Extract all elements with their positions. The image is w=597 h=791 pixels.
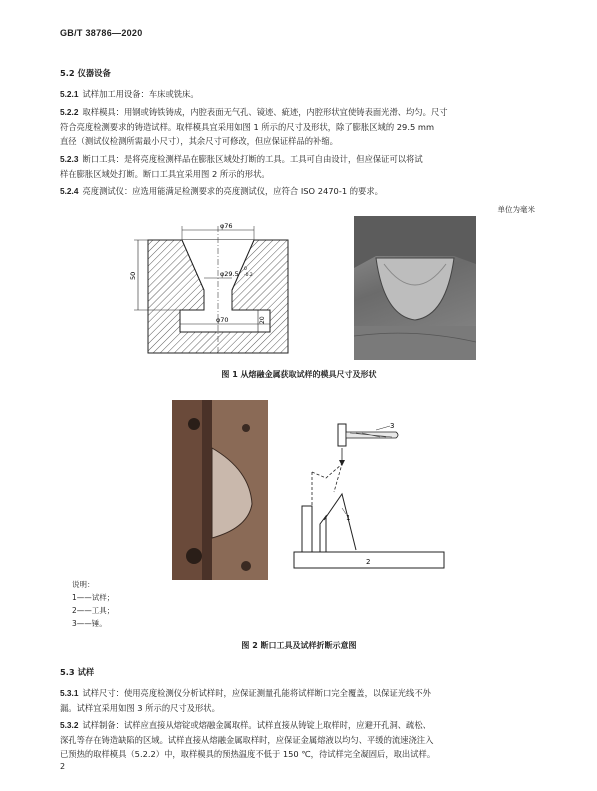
legend-title: 说明： <box>72 580 95 589</box>
mold-drawing <box>118 218 308 363</box>
clause-number: 5.3.1 <box>60 688 79 698</box>
section-5-3-title: 5.3 试样 <box>60 667 95 677</box>
paragraph-5-2-4 <box>60 184 552 199</box>
mold-photo-art <box>354 216 476 360</box>
section-5-2-title: 5.2 仪器设备 <box>60 68 111 78</box>
clause-text: 深孔等存在铸造缺陷的区域。试样直接从熔融金属取样时，应保证金属熔液以均匀、平缓的流速浇注入 <box>60 734 434 745</box>
dim-base-height: 20 <box>259 316 266 324</box>
dim-total-height: 50 <box>129 271 137 280</box>
breaking-tool-photo <box>172 400 268 580</box>
paragraph-5-2-2 <box>60 105 552 149</box>
paragraph-5-3-1 <box>60 686 552 715</box>
clause-number: 5.2.3 <box>60 154 79 164</box>
clause-text: 直径（测试仪检测所需最小尺寸），其余尺寸可修改，但应保证样品的补缩。 <box>60 136 338 146</box>
page-number: 2 <box>60 762 66 771</box>
dim-mid-diameter: φ29.5 <box>220 270 239 278</box>
label-specimen: 1 <box>346 514 351 522</box>
clause-number: 5.2.4 <box>60 186 79 196</box>
label-tool: 2 <box>366 558 371 566</box>
clause-text: 试样加工用设备：车床或铣床。 <box>82 89 199 99</box>
legend-item: 1——试样； <box>72 593 115 602</box>
dim-bottom-diameter: φ70 <box>216 316 229 324</box>
clause-text: 符合亮度检测要求的铸造试样。取样模具宜采用如图 1 所示的尺寸及形状，除了膨胀区域的 29.5 mm <box>60 121 435 132</box>
figure-2-caption: 图 2 断口工具及试样折断示意图 <box>241 641 357 650</box>
clause-text: 断口工具：是将亮度检测样品在膨胀区域处打断的工具。工具可自由设计，但应保证可以将试 <box>82 154 423 164</box>
breaking-tool-photo-art <box>172 400 268 580</box>
dim-mid-tol-lower: -0.2 <box>244 273 253 278</box>
dim-top-diameter: φ76 <box>220 222 233 230</box>
clause-number: 5.2.2 <box>60 107 79 117</box>
clause-text: 已预热的取样模具（5.2.2）中，取样模具的预热温度不低于 150 ℃，待试样完全凝固后，取出试样。 <box>60 749 436 759</box>
clause-text: 取样模具：用钢或铸铁铸成，内腔表面无气孔、镜迹、疵迹，内腔形状宜使铸表面光滑、均匀。尺寸 <box>82 107 448 117</box>
legend-item: 2——工具； <box>72 606 115 615</box>
breaking-schematic <box>286 420 446 575</box>
clause-text: 样在膨胀区域处打断。断口工具宜采用图 2 所示的形状。 <box>60 168 270 179</box>
figure-2-legend <box>72 578 114 630</box>
unit-note: 单位为毫米 <box>497 205 535 214</box>
legend-item: 3——锤。 <box>72 619 107 628</box>
figure-1-caption: 图 1 从熔融金属获取试样的模具尺寸及形状 <box>221 370 377 379</box>
clause-text: 漏。试样宜采用如图 3 所示的尺寸及形状。 <box>60 702 220 713</box>
mold-photo <box>354 216 476 360</box>
clause-text: 亮度测试仪：应选用能满足检测要求的亮度测试仪，应符合 ISO 2470-1 的要求。 <box>82 186 383 196</box>
paragraph-5-3-2 <box>60 718 552 762</box>
dim-mid-tol-upper: 0 <box>244 267 247 272</box>
standard-code-header: GB/T 38786—2020 <box>60 28 143 38</box>
paragraph-5-2-1 <box>60 87 552 102</box>
paragraph-5-2-3 <box>60 152 552 181</box>
label-hammer: 3 <box>390 422 395 430</box>
clause-text: 试样制备：试样应直接从熔锭或熔融金属取样。试样直接从铸锭上取样时，应避开孔洞、疏松、 <box>82 720 431 730</box>
clause-number: 5.3.2 <box>60 720 79 730</box>
clause-number: 5.2.1 <box>60 89 79 99</box>
clause-text: 试样尺寸：使用亮度检测仪分析试样时，应保证测量孔能将试样断口完全覆盖，以保证光线不外 <box>82 688 431 698</box>
